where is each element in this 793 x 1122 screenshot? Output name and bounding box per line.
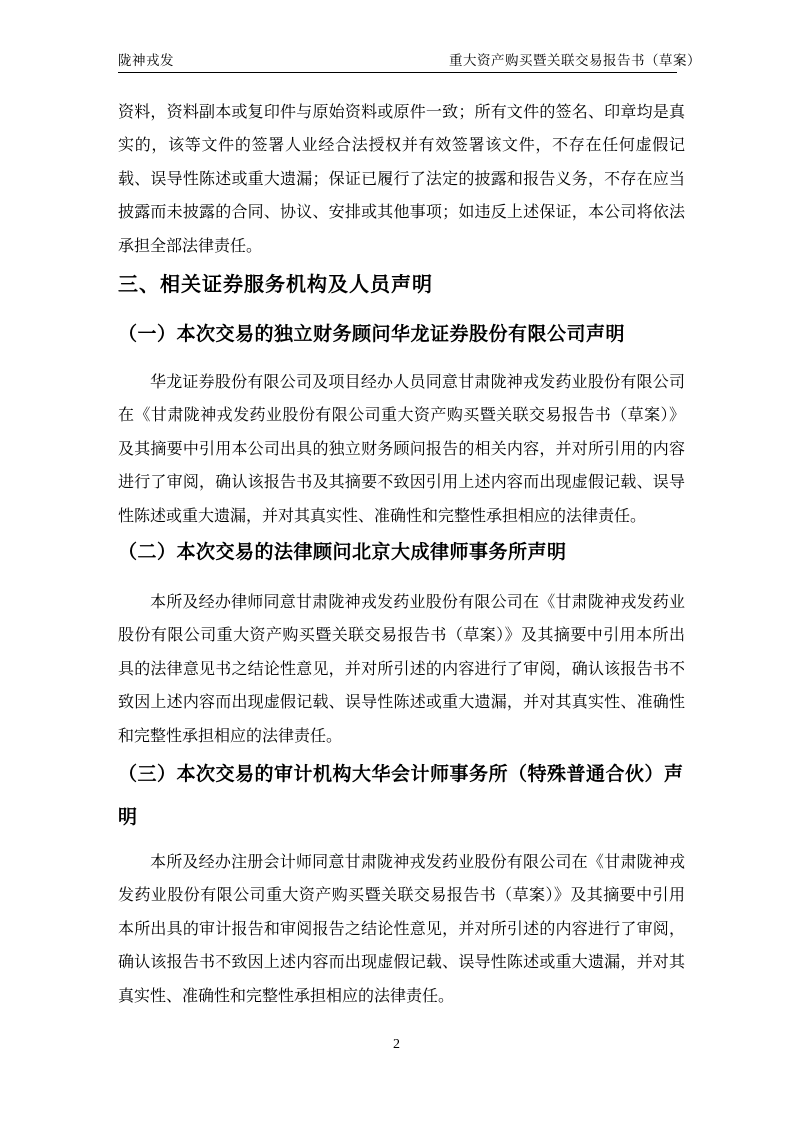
subsection-1-heading: （一）本次交易的独立财务顾问华龙证券股份有限公司声明 — [118, 324, 626, 345]
subsection-3-paragraph: 本所及经办注册会计师同意甘肃陇神戎发药业股份有限公司在《甘肃陇神戎发药业股份有限公司重大资产购买暨关联交易报告书（草案）》及其摘要中引用本所出具的审计报告和审阅报告之结论性意见，并对所引述的内容进行了审阅，确认该报告书不致因上述内容而出现虚假记载、误导性陈述或重大遗漏，并对其真实性、准确性和完整性承担相应的法律责任。 — [118, 854, 685, 1005]
header-company-short-name: 陇神戎发 — [118, 53, 174, 68]
section-3-heading: 三、相关证券服务机构及人员声明 — [118, 274, 433, 296]
subsection-2-paragraph: 本所及经办律师同意甘肃陇神戎发药业股份有限公司在《甘肃陇神戎发药业股份有限公司重大资产购买暨关联交易报告书（草案）》及其摘要中引用本所出具的法律意见书之结论性意见，并对所引述的内容进行了审阅，确认该报告书不致因上述内容而出现虚假记载、误导性陈述或重大遗漏，并对其真实性、准确性和完整性承担相应的法律责任。 — [118, 594, 685, 745]
subsection-2-heading: （二）本次交易的法律顾问北京大成律师事务所声明 — [118, 542, 567, 563]
page-header — [118, 46, 701, 73]
subsection-1-paragraph: 华龙证券股份有限公司及项目经办人员同意甘肃陇神戎发药业股份有限公司在《甘肃陇神戎发药业股份有限公司重大资产购买暨关联交易报告书（草案）》及其摘要中引用本公司出具的独立财务顾问报告的相关内容，并对所引用的内容进行了审阅，确认该报告书及其摘要不致因引用上述内容而出现虚假记载、误导性陈述或重大遗漏，并对其真实性、准确性和完整性承担相应的法律责任。 — [118, 374, 685, 525]
subsection-3-heading: （三）本次交易的审计机构大华会计师事务所（特殊普通合伙）声明 — [118, 764, 684, 828]
header-report-title: 重大资产购买暨关联交易报告书（草案） — [449, 53, 701, 68]
intro-continuation-paragraph: 资料，资料副本或复印件与原始资料或原件一致；所有文件的签名、印章均是真实的，该等文件的签署人业经合法授权并有效签署该文件，不存在任何虚假记载、误导性陈述或重大遗漏；保证已履行了法定的披露和报告义务，不存在应当披露而未披露的合同、协议、安排或其他事项；如违反上述保证，本公司将依法承担全部法律责任。 — [118, 104, 685, 255]
page-number: 2 — [393, 1037, 400, 1052]
